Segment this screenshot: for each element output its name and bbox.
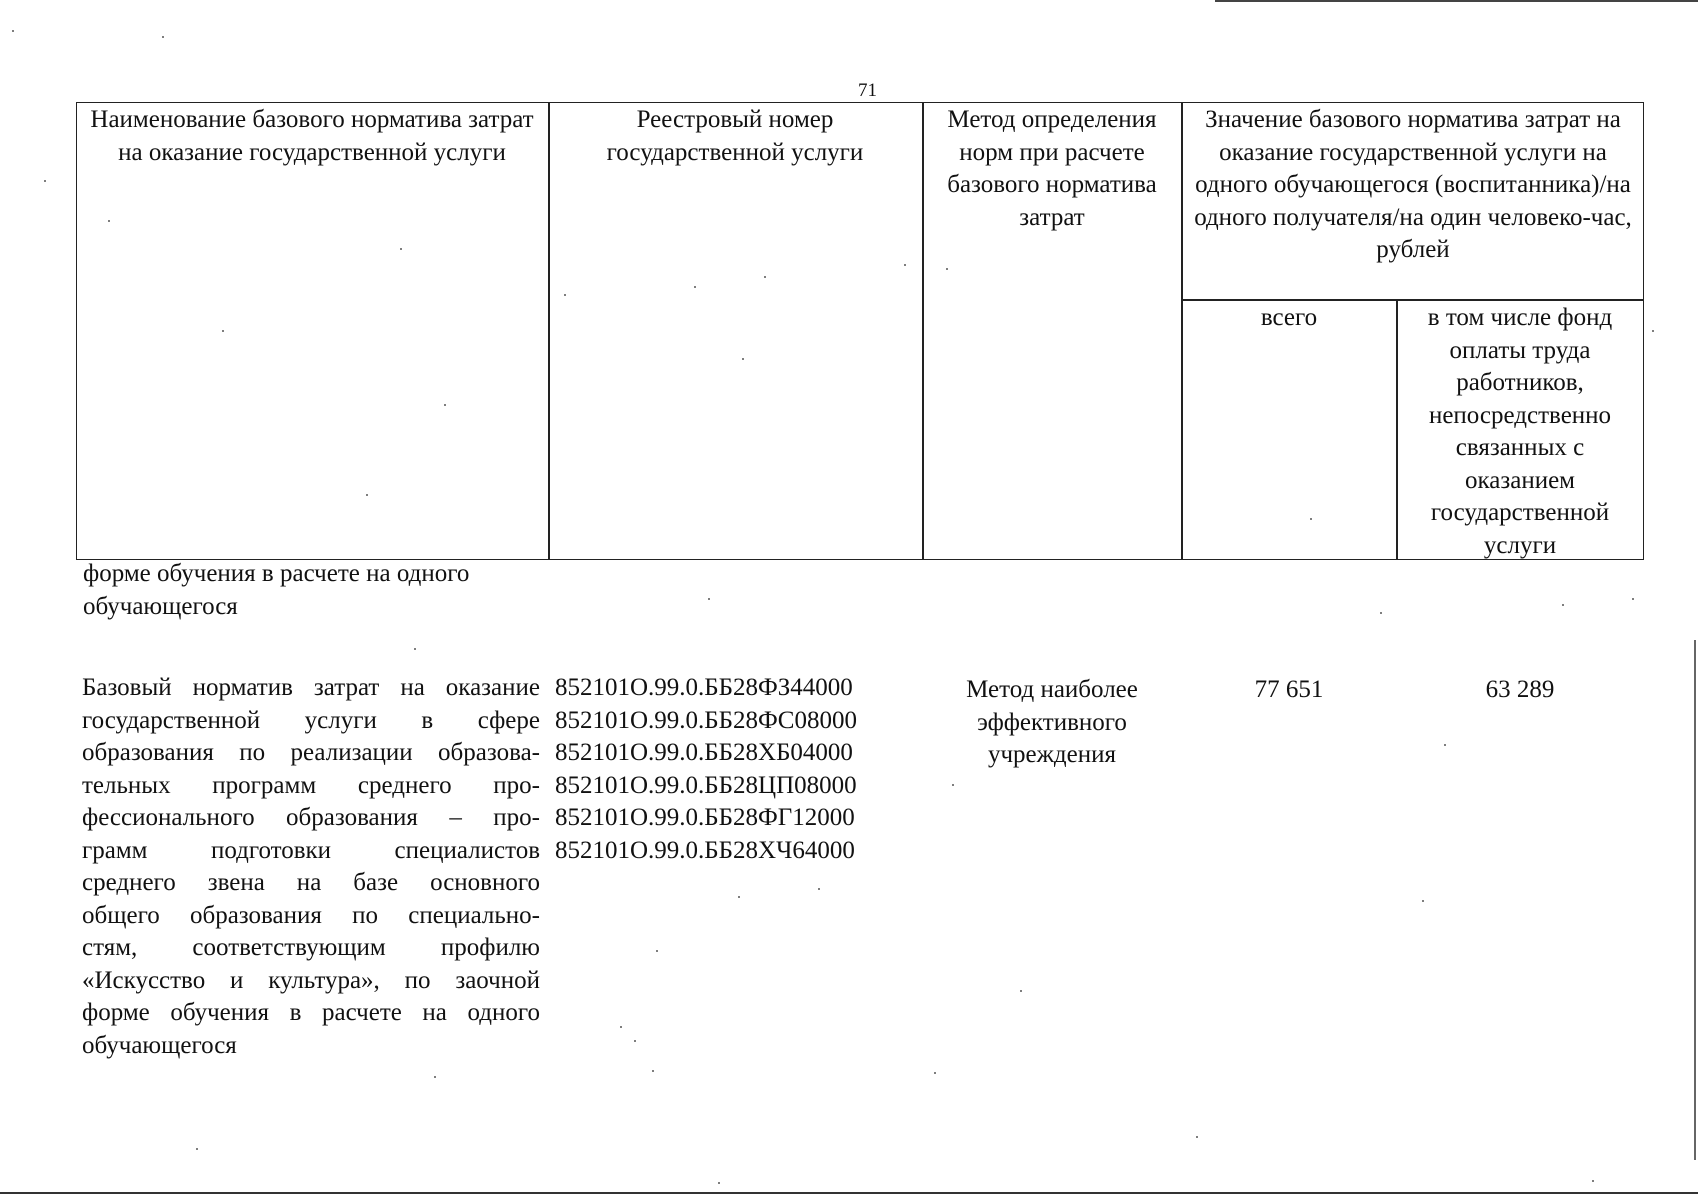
text-line: эффективного bbox=[977, 708, 1127, 736]
scan-edge-line bbox=[0, 1192, 1698, 1194]
scan-speck bbox=[818, 888, 820, 890]
scan-speck bbox=[1020, 990, 1022, 992]
text-line: образования по реализации образова- bbox=[82, 739, 540, 766]
scan-speck bbox=[414, 648, 416, 650]
text-line: общего образования по специально- bbox=[82, 901, 540, 929]
scan-speck bbox=[400, 248, 402, 250]
text-line: обучающегося bbox=[82, 1031, 237, 1059]
registry-number: 852101О.99.0.ББ28ЦП08000 bbox=[555, 771, 857, 799]
scan-edge-line bbox=[1215, 0, 1698, 2]
scan-speck bbox=[44, 180, 46, 182]
scan-speck bbox=[222, 330, 224, 332]
scan-speck bbox=[162, 36, 164, 38]
scan-speck bbox=[1562, 604, 1564, 606]
text-line: Метод наиболее bbox=[966, 676, 1138, 703]
row-registry-numbers bbox=[555, 672, 915, 867]
scan-speck bbox=[196, 1148, 198, 1150]
scan-speck bbox=[1632, 598, 1634, 600]
text-line: среднего звена на базе основного bbox=[82, 869, 540, 896]
header-registry-number: Реестровый номер государственной услуги bbox=[606, 106, 864, 166]
scan-speck bbox=[444, 404, 446, 406]
text-line: обучающегося bbox=[83, 592, 238, 620]
column-divider bbox=[1181, 102, 1183, 560]
scan-speck bbox=[718, 1182, 720, 1184]
scan-speck bbox=[620, 1026, 622, 1028]
scan-speck bbox=[764, 276, 766, 278]
scan-speck bbox=[742, 358, 744, 360]
scan-speck bbox=[652, 1070, 654, 1072]
scan-edge-line bbox=[1694, 640, 1696, 1160]
text-line: фессионального образования – про- bbox=[82, 804, 540, 831]
row-total: 77 651 bbox=[1254, 676, 1324, 703]
scan-speck bbox=[656, 950, 658, 952]
scan-speck bbox=[1422, 900, 1424, 902]
scan-speck bbox=[564, 294, 566, 296]
text-line: стям, соответствующим профилю bbox=[82, 934, 540, 961]
scan-speck bbox=[1196, 1136, 1198, 1138]
row-method bbox=[928, 674, 1176, 772]
text-line: учреждения bbox=[987, 741, 1116, 768]
text-line: государственной услуги в сфере bbox=[82, 706, 540, 734]
scan-speck bbox=[366, 494, 368, 496]
header-method: Метод определения норм при расчете базового норматива затрат bbox=[947, 106, 1157, 231]
column-divider bbox=[548, 102, 550, 560]
scan-speck bbox=[694, 286, 696, 288]
header-wage-fund: в том числе фонд оплаты труда работников, непосредственно связанных с оказанием государственной услуги bbox=[1427, 304, 1613, 559]
header-name: Наименование базового норматива затрат на оказание государственной услуги bbox=[90, 106, 534, 166]
continuation-text bbox=[83, 558, 543, 623]
scan-speck bbox=[1592, 1180, 1594, 1182]
row-wage-fund: 63 289 bbox=[1485, 676, 1555, 703]
column-divider bbox=[1396, 299, 1398, 560]
text-line: тельных программ среднего про- bbox=[82, 771, 540, 799]
text-line: форме обучения в расчете на одного bbox=[82, 999, 540, 1026]
subheader-divider bbox=[1181, 299, 1644, 301]
registry-number: 852101О.99.0.ББ28ХЧ64000 bbox=[555, 836, 855, 864]
scan-speck bbox=[108, 220, 110, 222]
scan-speck bbox=[12, 30, 14, 32]
page-number: 71 bbox=[858, 80, 877, 101]
scan-speck bbox=[1380, 612, 1382, 614]
text-line: грамм подготовки специалистов bbox=[82, 836, 540, 864]
scan-speck bbox=[634, 1040, 636, 1042]
scan-speck bbox=[738, 896, 740, 898]
text-line: форме обучения в расчете на одного bbox=[83, 560, 470, 587]
scan-speck bbox=[946, 268, 948, 270]
scan-speck bbox=[1652, 330, 1654, 332]
registry-number: 852101О.99.0.ББ28ФГ12000 bbox=[555, 804, 855, 831]
scan-speck bbox=[934, 1072, 936, 1074]
header-value: Значение базового норматива затрат на оказание государственной услуги на одного обучающегося (воспитанника)/на одного получателя/на один человеко-час, рублей bbox=[1194, 106, 1632, 263]
row-description bbox=[82, 672, 540, 1062]
scan-speck bbox=[1444, 744, 1446, 746]
scan-speck bbox=[904, 264, 906, 266]
registry-number: 852101О.99.0.ББ28ФС08000 bbox=[555, 706, 857, 734]
text-line: «Искусство и культура», по заочной bbox=[82, 966, 540, 994]
registry-number: 852101О.99.0.ББ28ХБ04000 bbox=[555, 739, 853, 766]
scan-speck bbox=[952, 784, 954, 786]
header-total: всего bbox=[1260, 304, 1318, 331]
scan-speck bbox=[434, 1076, 436, 1078]
scan-speck bbox=[708, 598, 710, 600]
text-line: Базовый норматив затрат на оказание bbox=[82, 674, 540, 701]
registry-number: 852101О.99.0.ББ28ФЗ44000 bbox=[555, 674, 853, 701]
scan-speck bbox=[1310, 518, 1312, 520]
column-divider bbox=[922, 102, 924, 560]
